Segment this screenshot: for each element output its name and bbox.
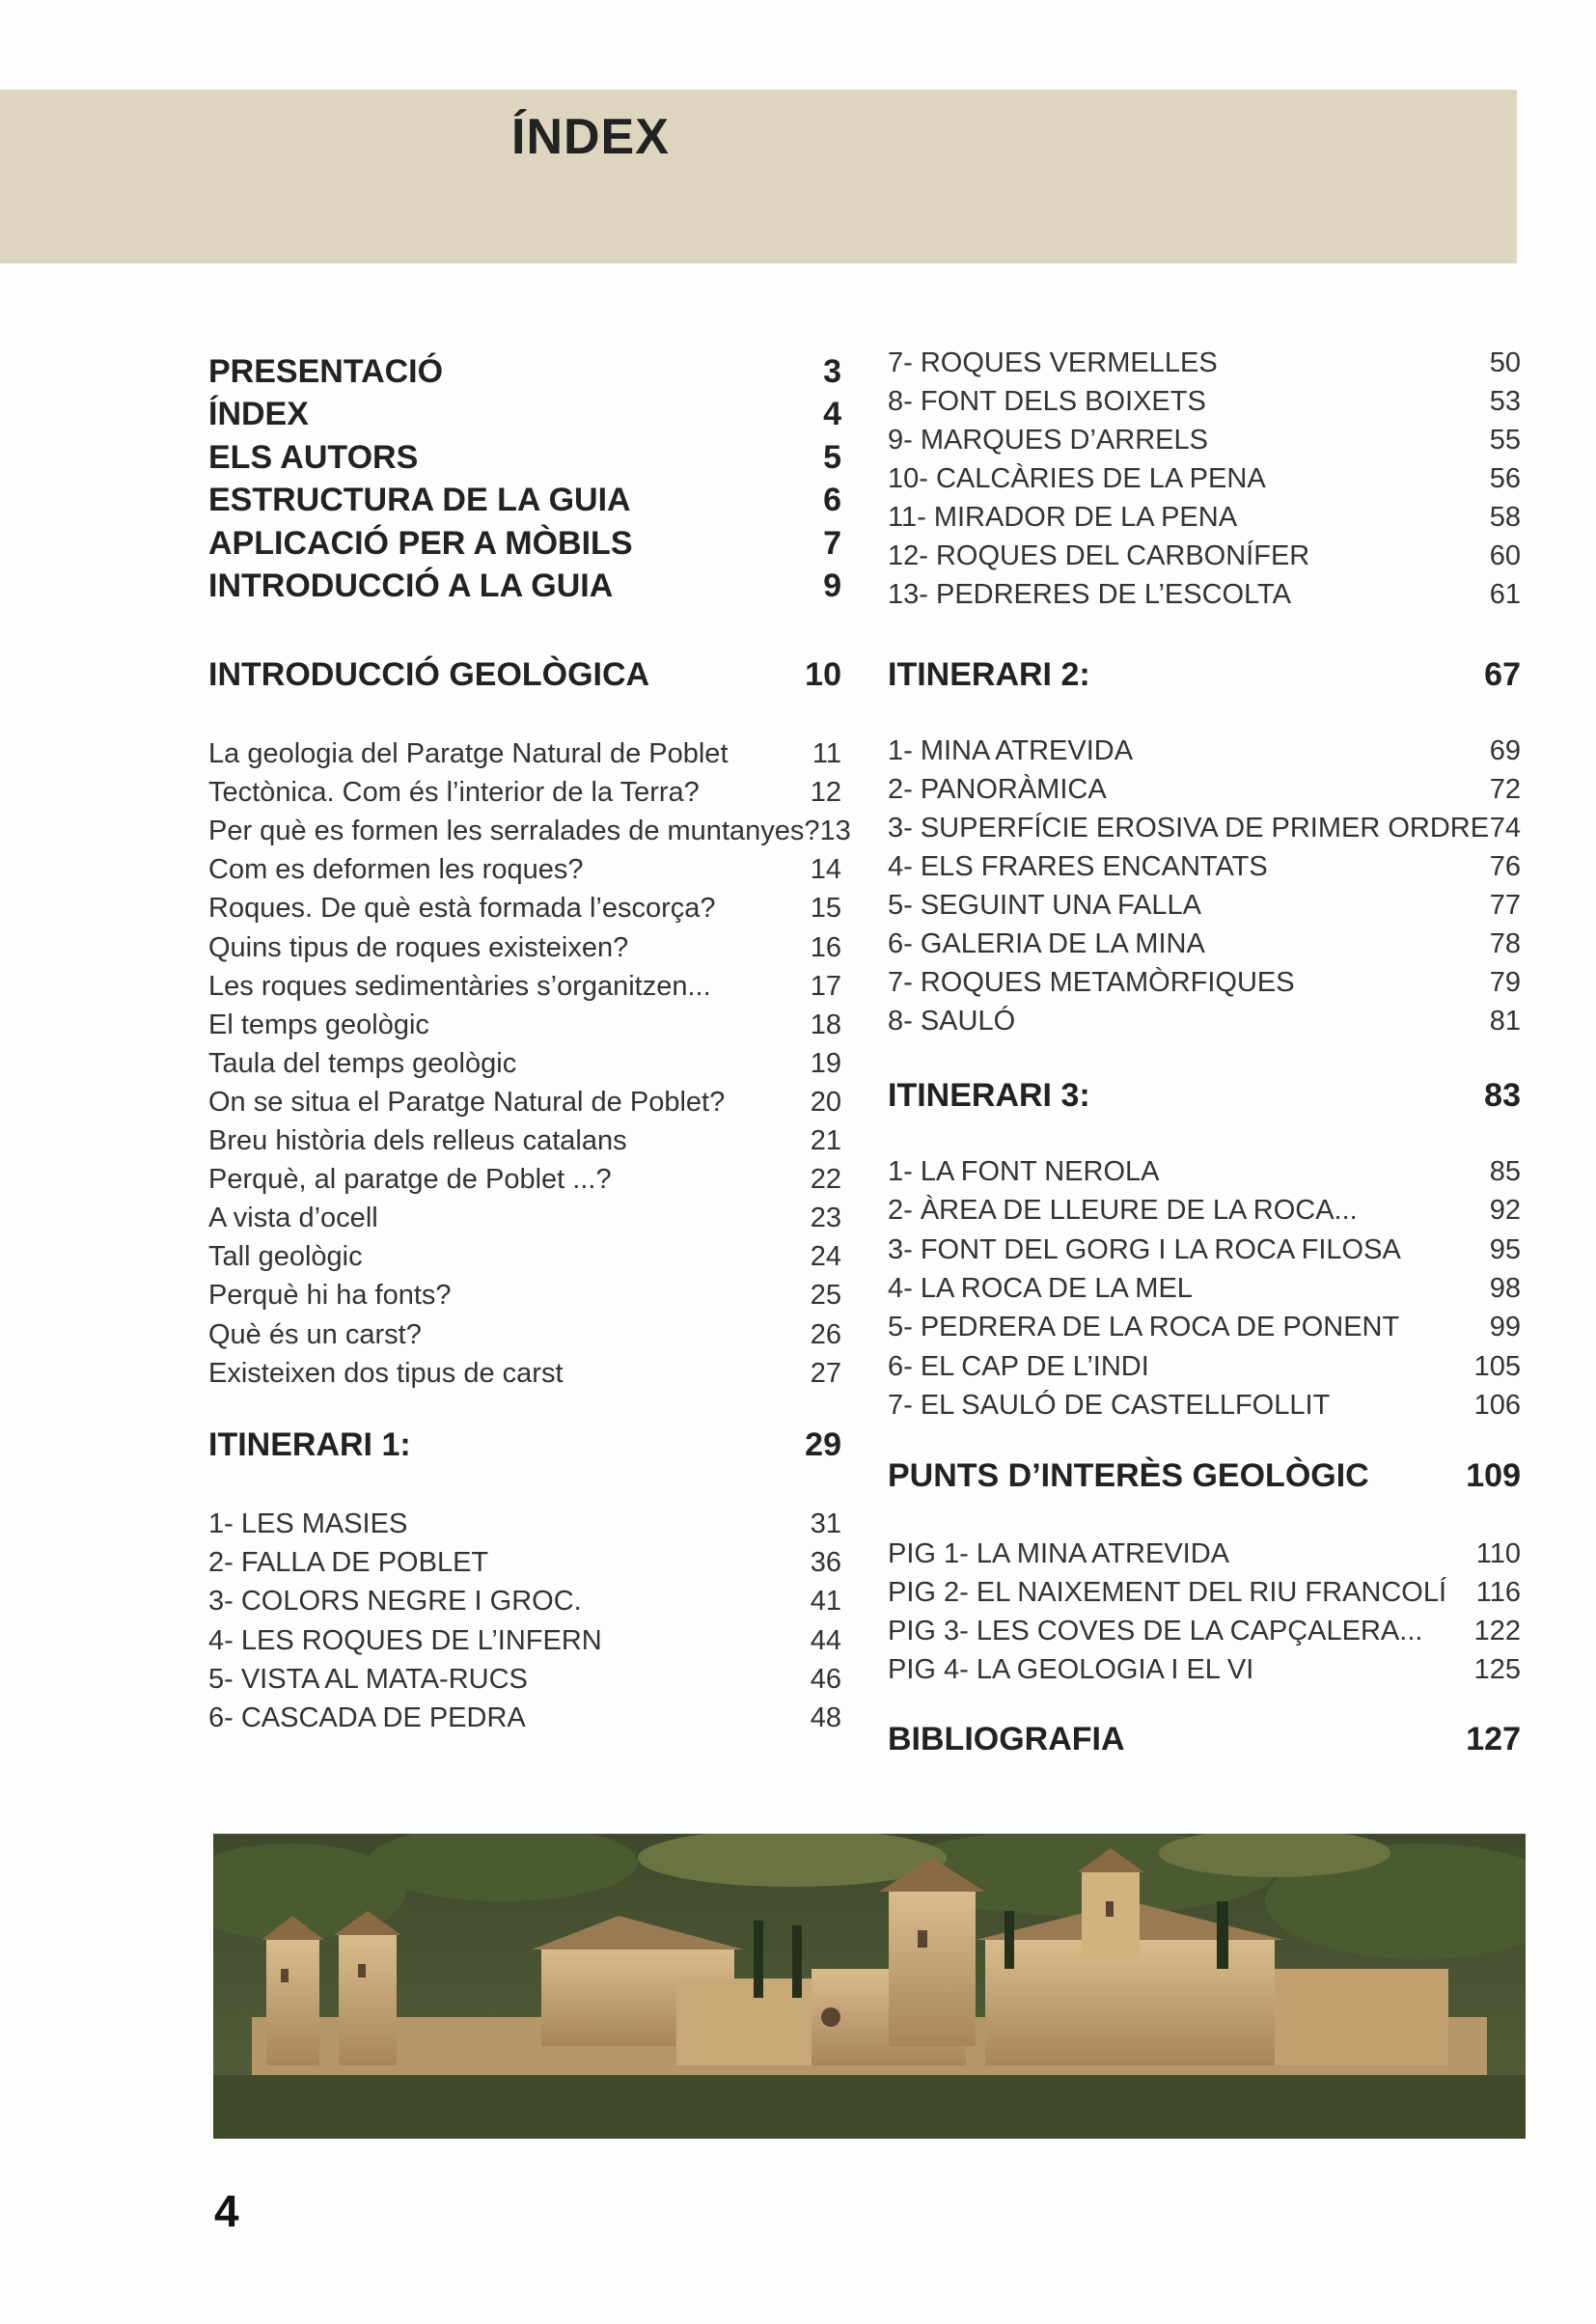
toc-entry xyxy=(888,1234,1521,1266)
toc-entry xyxy=(888,579,1521,611)
toc-entry xyxy=(208,1625,841,1657)
toc-entry-page: 13 xyxy=(819,816,851,847)
toc-entry-page: 3 xyxy=(823,353,841,390)
toc-entry xyxy=(208,1702,841,1734)
toc-entry xyxy=(888,1312,1521,1343)
toc-entry-page: 79 xyxy=(1489,967,1521,998)
toc-entry-page: 10 xyxy=(805,656,841,693)
toc-entry-page: 109 xyxy=(1466,1457,1521,1494)
toc-entry xyxy=(208,1358,841,1390)
toc-entry-title: 1- LA FONT NEROLA xyxy=(888,1156,1160,1187)
toc-entry-title: Com es deformen les roques? xyxy=(208,854,584,886)
toc-entry xyxy=(208,777,841,809)
toc-entry xyxy=(208,1319,841,1351)
toc-entry xyxy=(208,816,851,847)
toc-entry-title: 2- PANORÀMICA xyxy=(888,774,1107,805)
toc-entry-page: 29 xyxy=(805,1426,841,1463)
toc-entry-page: 23 xyxy=(810,1203,841,1234)
toc-entry-page: 92 xyxy=(1489,1195,1521,1227)
toc-entry-page: 69 xyxy=(1489,735,1521,766)
toc-entry-title: ITINERARI 3: xyxy=(888,1077,1090,1114)
toc-entry-title: 3- FONT DEL GORG I LA ROCA FILOSA xyxy=(888,1233,1401,1265)
toc-entry xyxy=(208,1164,841,1196)
toc-entry-title: 5- PEDRERA DE LA ROCA DE PONENT xyxy=(888,1312,1400,1343)
toc-entry-title: Quins tipus de roques existeixen? xyxy=(208,931,629,963)
toc-entry-title: 3- COLORS NEGRE I GROC. xyxy=(208,1586,582,1618)
toc-entry-title: 8- FONT DELS BOIXETS xyxy=(888,386,1206,417)
toc-entry xyxy=(888,1538,1521,1570)
toc-entry-title: 7- ROQUES METAMÒRFIQUES xyxy=(888,967,1295,998)
toc-entry-title: 5- VISTA AL MATA-RUCS xyxy=(208,1663,528,1695)
toc-entry-page: 17 xyxy=(810,970,841,1002)
toc-entry-page: 53 xyxy=(1489,386,1521,417)
toc-entry xyxy=(888,1156,1521,1188)
toc-entry-page: 74 xyxy=(1489,813,1521,844)
toc-entry xyxy=(208,656,841,694)
toc-entry-title: Perquè, al paratge de Poblet ...? xyxy=(208,1164,612,1196)
toc-entry xyxy=(888,1654,1521,1686)
toc-entry-title: Tectònica. Com és l’interior de la Terra? xyxy=(208,777,700,809)
toc-entry-page: 7 xyxy=(823,524,841,562)
toc-entry-title: 1- LES MASIES xyxy=(208,1508,408,1539)
toc-entry xyxy=(888,928,1521,960)
toc-entry-page: 77 xyxy=(1489,890,1521,921)
toc-entry xyxy=(208,1125,841,1157)
toc-entry-title: Què és un carst? xyxy=(208,1318,422,1350)
toc-entry xyxy=(208,893,841,925)
toc-entry-title: 4- LA ROCA DE LA MEL xyxy=(888,1272,1193,1304)
toc-entry-title: Breu història dels relleus catalans xyxy=(208,1125,627,1156)
toc-entry xyxy=(208,854,841,886)
toc-entry-page: 127 xyxy=(1466,1721,1521,1757)
toc-entry xyxy=(888,1006,1521,1038)
toc-entry-page: 12 xyxy=(810,777,841,809)
toc-entry-title: 6- CASCADA DE PEDRA xyxy=(208,1702,526,1733)
toc-entry-title: 7- ROQUES VERMELLES xyxy=(888,347,1218,378)
toc-entry xyxy=(888,1457,1521,1495)
toc-entry-page: 85 xyxy=(1489,1156,1521,1187)
header-band xyxy=(0,90,1517,263)
toc-entry-title: 6- GALERIA DE LA MINA xyxy=(888,928,1205,959)
toc-entry-page: 110 xyxy=(1475,1538,1521,1569)
toc-entry xyxy=(888,540,1521,572)
toc-entry-title: PUNTS D’INTERÈS GEOLÒGIC xyxy=(888,1457,1369,1494)
toc-entry-title: 11- MIRADOR DE LA PENA xyxy=(888,502,1238,533)
toc-entry-title: On se situa el Paratge Natural de Poblet? xyxy=(208,1086,726,1118)
toc-entry-page: 122 xyxy=(1473,1616,1521,1646)
toc-entry xyxy=(208,738,841,770)
toc-entry-page: 60 xyxy=(1489,540,1521,571)
toc-entry-title: PIG 3- LES COVES DE LA CAPÇALERA... xyxy=(888,1616,1423,1646)
monastery-photo xyxy=(213,1834,1526,2139)
toc-entry-title: A vista d’ocell xyxy=(208,1203,378,1234)
toc-entry xyxy=(208,1508,841,1540)
toc-entry xyxy=(208,932,841,964)
toc-entry xyxy=(208,525,841,563)
toc-entry-page: 6 xyxy=(823,482,841,519)
toc-entry-page: 20 xyxy=(810,1086,841,1118)
toc-entry-title: INTRODUCCIÓ A LA GUIA xyxy=(208,567,614,604)
toc-entry-page: 81 xyxy=(1489,1006,1521,1037)
page-title: ÍNDEX xyxy=(511,109,670,165)
toc-entry-title: 2- FALLA DE POBLET xyxy=(208,1547,489,1579)
toc-entry-title: 4- LES ROQUES DE L’INFERN xyxy=(208,1624,602,1656)
toc-entry-page: 56 xyxy=(1489,463,1521,494)
toc-entry xyxy=(888,425,1521,456)
toc-entry-page: 5 xyxy=(823,438,841,476)
toc-entry xyxy=(208,971,841,1003)
toc-entry-page: 21 xyxy=(810,1125,841,1156)
toc-entry-page: 95 xyxy=(1489,1233,1521,1265)
toc-entry xyxy=(208,1547,841,1579)
toc-entry-title: 4- ELS FRARES ENCANTATS xyxy=(888,851,1268,882)
toc-entry xyxy=(888,463,1521,495)
toc-entry-title: 2- ÀREA DE LLEURE DE LA ROCA... xyxy=(888,1195,1358,1227)
toc-entry-title: 12- ROQUES DEL CARBONÍFER xyxy=(888,540,1310,571)
toc-entry-title: ELS AUTORS xyxy=(208,438,419,476)
toc-entry-page: 46 xyxy=(810,1663,841,1695)
toc-entry-page: 26 xyxy=(810,1318,841,1350)
toc-entry-page: 44 xyxy=(810,1624,841,1656)
toc-entry xyxy=(208,1087,841,1119)
toc-entry-page: 11 xyxy=(812,738,841,769)
toc-entry xyxy=(888,1077,1521,1115)
toc-entry-title: 10- CALCÀRIES DE LA PENA xyxy=(888,463,1266,494)
toc-entry-page: 18 xyxy=(810,1009,841,1040)
toc-entry xyxy=(888,1273,1521,1305)
toc-entry-title: ÍNDEX xyxy=(208,396,309,433)
toc-entry-page: 116 xyxy=(1475,1577,1521,1608)
toc-entry-page: 125 xyxy=(1473,1654,1521,1685)
toc-entry xyxy=(208,353,841,391)
toc-entry-page: 24 xyxy=(810,1241,841,1273)
toc-entry xyxy=(208,1010,841,1041)
toc-entry-title: INTRODUCCIÓ GEOLÒGICA xyxy=(208,656,650,693)
toc-entry-page: 105 xyxy=(1473,1350,1521,1382)
toc-entry-page: 67 xyxy=(1484,656,1521,693)
toc-entry-title: La geologia del Paratge Natural de Poblet xyxy=(208,738,729,769)
toc-entry xyxy=(208,1048,841,1080)
toc-entry xyxy=(888,1616,1521,1647)
toc-entry xyxy=(208,1426,841,1464)
toc-entry xyxy=(888,735,1521,767)
toc-entry-title: Perquè hi ha fonts? xyxy=(208,1280,452,1312)
toc-entry xyxy=(888,502,1521,534)
toc-entry-page: 36 xyxy=(810,1547,841,1579)
toc-entry-page: 22 xyxy=(810,1164,841,1196)
toc-entry xyxy=(208,1203,841,1234)
toc-entry-page: 41 xyxy=(810,1586,841,1618)
toc-entry xyxy=(208,1664,841,1696)
toc-entry xyxy=(888,813,1521,844)
toc-entry-page: 55 xyxy=(1489,425,1521,456)
toc-entry-title: PIG 4- LA GEOLOGIA I EL VI xyxy=(888,1654,1254,1685)
toc-entry xyxy=(888,1390,1521,1422)
toc-entry-page: 4 xyxy=(823,396,841,433)
toc-entry-title: El temps geològic xyxy=(208,1009,429,1040)
toc-entry xyxy=(888,1721,1521,1758)
toc-entry xyxy=(888,774,1521,806)
toc-entry-title: ESTRUCTURA DE LA GUIA xyxy=(208,482,631,519)
toc-entry-page: 72 xyxy=(1489,774,1521,805)
toc-entry xyxy=(888,1351,1521,1383)
toc-entry-title: PIG 2- EL NAIXEMENT DEL RIU FRANCOLÍ xyxy=(888,1577,1447,1608)
toc-entry-title: 1- MINA ATREVIDA xyxy=(888,735,1134,766)
toc-entry xyxy=(208,396,841,433)
toc-entry-title: 9- MARQUES D’ARRELS xyxy=(888,425,1208,456)
toc-entry-title: 3- SUPERFÍCIE EROSIVA DE PRIMER ORDRE xyxy=(888,813,1490,844)
toc-entry-page: 9 xyxy=(823,567,841,604)
toc-entry xyxy=(208,1586,841,1618)
toc-entry xyxy=(208,439,841,477)
toc-entry-page: 25 xyxy=(810,1280,841,1312)
toc-entry-title: Per què es formen les serralades de muntanyes? xyxy=(208,816,820,847)
toc-entry-page: 15 xyxy=(810,893,841,925)
toc-entry-page: 78 xyxy=(1489,928,1521,959)
toc-entry-title: ITINERARI 1: xyxy=(208,1426,411,1463)
toc-entry xyxy=(888,967,1521,999)
toc-entry xyxy=(888,347,1521,379)
toc-entry-title: Tall geològic xyxy=(208,1241,363,1273)
toc-entry-title: PIG 1- LA MINA ATREVIDA xyxy=(888,1538,1230,1569)
toc-entry xyxy=(208,1280,841,1312)
toc-entry-page: 83 xyxy=(1484,1077,1521,1114)
toc-entry-page: 14 xyxy=(810,854,841,886)
toc-entry-page: 48 xyxy=(810,1702,841,1733)
toc-entry-page: 19 xyxy=(810,1047,841,1079)
toc-entry xyxy=(208,1241,841,1273)
toc-entry-title: Roques. De què està formada l’escorça? xyxy=(208,893,716,925)
toc-entry-title: BIBLIOGRAFIA xyxy=(888,1721,1125,1757)
toc-entry-title: 13- PEDRERES DE L’ESCOLTA xyxy=(888,579,1291,610)
toc-entry xyxy=(888,1195,1521,1227)
toc-entry-page: 50 xyxy=(1489,347,1521,378)
toc-entry-page: 106 xyxy=(1473,1389,1521,1421)
toc-entry-title: Taula del temps geològic xyxy=(208,1047,517,1079)
toc-entry-title: 8- SAULÓ xyxy=(888,1006,1016,1037)
toc-entry-page: 99 xyxy=(1489,1312,1521,1343)
page-number: 4 xyxy=(214,2186,239,2236)
toc-entry-page: 76 xyxy=(1489,851,1521,882)
toc-entry-title: ITINERARI 2: xyxy=(888,656,1090,693)
toc-entry xyxy=(888,890,1521,922)
toc-entry xyxy=(888,386,1521,418)
toc-entry-title: 5- SEGUINT UNA FALLA xyxy=(888,890,1202,921)
toc-entry-page: 58 xyxy=(1489,502,1521,533)
toc-entry-title: PRESENTACIÓ xyxy=(208,353,444,390)
toc-entry-page: 16 xyxy=(810,931,841,963)
toc-entry-page: 27 xyxy=(810,1357,841,1389)
toc-entry-page: 61 xyxy=(1489,579,1521,610)
toc-entry xyxy=(208,567,841,605)
toc-entry xyxy=(208,482,841,519)
toc-entry-title: Les roques sedimentàries s’organitzen... xyxy=(208,970,711,1002)
toc-entry xyxy=(888,851,1521,883)
toc-entry-title: 6- EL CAP DE L’INDI xyxy=(888,1350,1149,1382)
toc-entry-page: 31 xyxy=(810,1508,841,1539)
toc-entry-title: 7- EL SAULÓ DE CASTELLFOLLIT xyxy=(888,1389,1331,1421)
toc-entry xyxy=(888,1577,1521,1609)
toc-entry-title: APLICACIÓ PER A MÒBILS xyxy=(208,524,633,562)
toc-entry-page: 98 xyxy=(1489,1272,1521,1304)
toc-entry xyxy=(888,656,1521,694)
monastery-illustration xyxy=(213,1834,1526,2139)
toc-entry-title: Existeixen dos tipus de carst xyxy=(208,1357,564,1389)
